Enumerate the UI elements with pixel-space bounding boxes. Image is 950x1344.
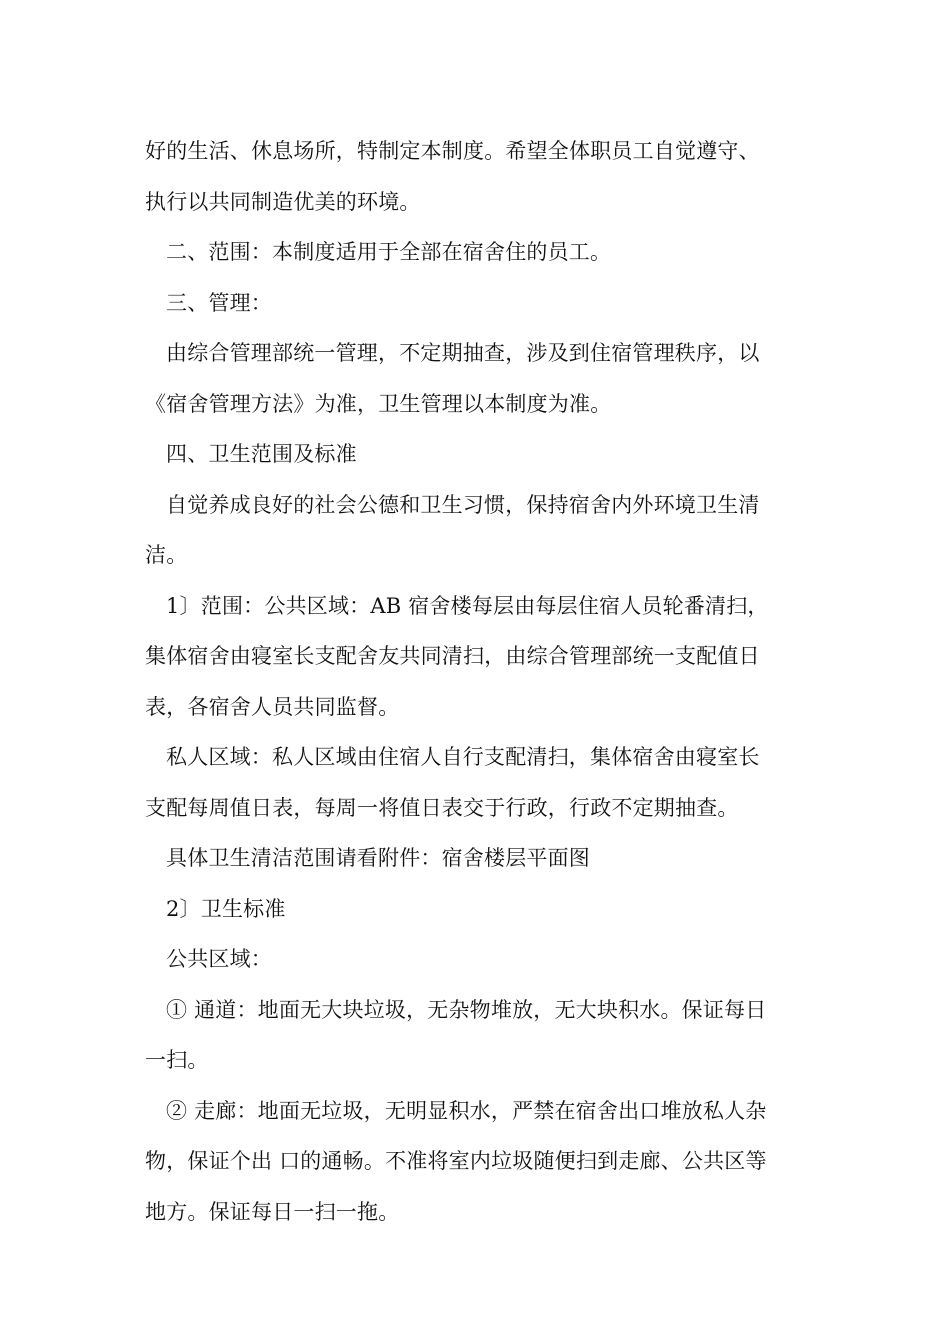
section-heading: 三、管理：	[166, 290, 272, 315]
list-item: ① 通道：地面无大块垃圾，无杂物堆放，无大块积水。保证每日	[166, 997, 767, 1022]
text-line: 地方。保证每日一扫一拖。	[145, 1199, 400, 1224]
text-line: 一扫。	[145, 1048, 209, 1072]
text-line: 由综合管理部统一管理，不定期抽查，涉及到住宿管理秩序，以	[166, 341, 760, 365]
subsection-heading: 2〕卫生标准	[166, 896, 286, 921]
text-line: 私人区域：私人区域由住宿人自行支配清扫，集体宿舍由寝室长	[166, 745, 760, 769]
section-heading: 二、范围：本制度适用于全部在宿舍住的员工。	[166, 240, 612, 264]
subsection-heading: 公共区域：	[166, 947, 272, 971]
document-body	[145, 126, 810, 1237]
text-line: 具体卫生清洁范围请看附件：宿舍楼层平面图	[166, 846, 590, 870]
text-line: 《宿舍管理方法》为准，卫生管理以本制度为准。	[145, 391, 612, 416]
text-line: 好的生活、休息场所，特制定本制度。希望全体职员工自觉遵守、	[145, 139, 760, 163]
text-line: 表，各宿舍人员共同监督。	[145, 694, 400, 719]
list-item: ② 走廊：地面无垃圾，无明显积水，严禁在宿舍出口堆放私人杂	[166, 1098, 767, 1123]
section-heading: 四、卫生范围及标准	[166, 442, 357, 466]
text-line: 洁。	[145, 543, 188, 567]
text-line: 支配每周值日表，每周一将值日表交于行政，行政不定期抽查。	[145, 795, 739, 820]
text-line: 集体宿舍由寝室长支配舍友共同清扫，由综合管理部统一支配值日	[145, 644, 760, 668]
text-line: 执行以共同制造优美的环境。	[145, 189, 421, 214]
text-line: 自觉养成良好的社会公德和卫生习惯，保持宿舍内外环境卫生清	[166, 492, 760, 517]
text-line: 物，保证个出 口的通畅。不准将室内垃圾随便扫到走廊、公共区等	[145, 1149, 767, 1173]
text-line: 1〕范围：公共区域：AB 宿舍楼每层由每层住宿人员轮番清扫，	[166, 593, 769, 618]
